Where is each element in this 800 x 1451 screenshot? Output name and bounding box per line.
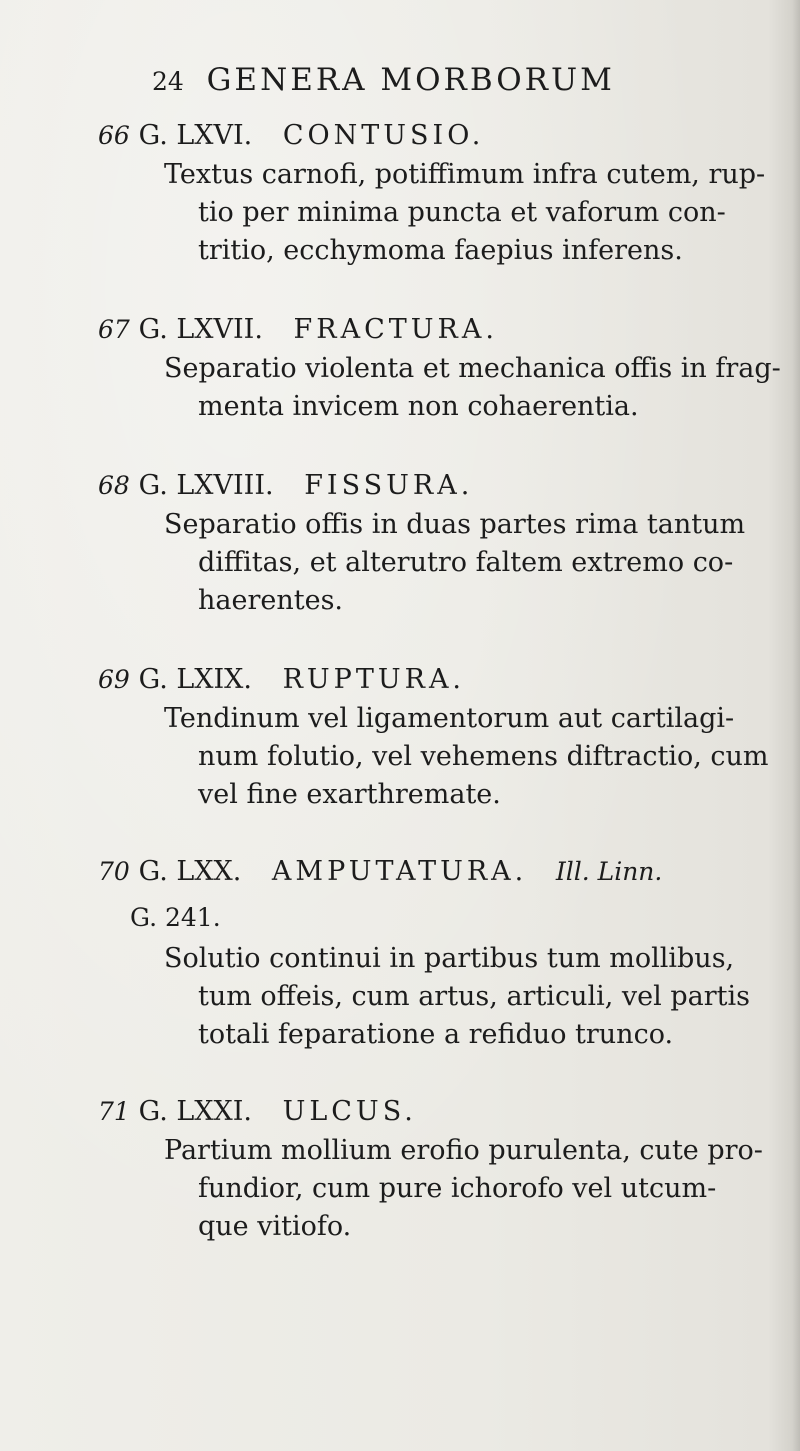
description-line: Separatio violenta et mechanica offis in frag- [164, 353, 781, 384]
genus-description [164, 700, 784, 814]
genus-code: G. LXX. [138, 856, 242, 887]
running-head [152, 62, 615, 98]
description-line: Solutio continui in partibus tum mollibus, [164, 943, 735, 974]
genus-heading [98, 310, 750, 350]
page-title: GENERA MORBORUM [206, 62, 615, 98]
genus-name: CONTUSIO. [282, 120, 485, 151]
page-number: 24 [152, 67, 184, 96]
genus-heading [98, 466, 750, 506]
description-line: Separatio offis in duas partes rima tantum [164, 509, 746, 540]
genus-name: ULCUS. [282, 1096, 417, 1127]
description-line: haerentes. [198, 585, 344, 616]
entry-number: 70 [98, 857, 130, 886]
description-line: totali feparatione a refiduo trunco. [198, 1019, 674, 1050]
genus-entry-71 [98, 1092, 763, 1246]
genus-description [164, 506, 784, 620]
genus-heading [98, 1092, 750, 1132]
entry-number: 71 [98, 1097, 130, 1126]
genus-code: G. LXXI. [138, 1096, 252, 1127]
genus-description [164, 940, 784, 1054]
description-line: que vitiofo. [198, 1211, 352, 1242]
genus-name: RUPTURA. [282, 664, 466, 695]
genus-code: G. LXVI. [138, 120, 253, 151]
genus-code: G. LXVII. [138, 314, 263, 345]
description-line: vel fine exarthremate. [198, 779, 501, 810]
description-line: menta invicem non cohaerentia. [198, 391, 639, 422]
genus-entry-70 [98, 852, 750, 1054]
genus-entry-66 [98, 116, 766, 270]
genus-entry-68 [98, 466, 750, 620]
description-line: fundior, cum pure ichorofo vel utcum- [198, 1173, 717, 1204]
entry-number: 67 [98, 315, 130, 344]
entry-number: 68 [98, 471, 130, 500]
genus-heading [98, 116, 750, 156]
genus-description [164, 350, 784, 426]
genus-description [164, 156, 784, 270]
description-line: diffitas, et alterutro faltem extremo co- [198, 547, 734, 578]
description-line: tritio, ecchymoma faepius inferens. [198, 235, 683, 266]
reference-citation: Ill. Linn. [555, 857, 663, 886]
genus-heading [98, 852, 750, 938]
entry-number: 66 [98, 121, 130, 150]
genus-entry-69 [98, 660, 769, 814]
description-line: Partium mollium erofio purulenta, cute pro- [164, 1135, 763, 1166]
genus-name: FRACTURA. [293, 314, 498, 345]
description-line: Tendinum vel ligamentorum aut cartilagi- [164, 703, 735, 734]
genus-heading [98, 660, 750, 700]
genus-code: G. LXIX. [138, 664, 252, 695]
page-edge-shadow [792, 0, 800, 1451]
genus-code: G. LXVIII. [138, 470, 274, 501]
description-line: Textus carnofi, potiffimum infra cutem, rup- [164, 159, 766, 190]
description-line: num folutio, vel vehemens diftractio, cum [198, 741, 769, 772]
description-line: tum offeis, cum artus, articuli, vel partis [198, 981, 750, 1012]
description-line: tio per minima puncta et vaforum con- [198, 197, 726, 228]
genus-name: FISSURA. [304, 470, 474, 501]
entry-number: 69 [98, 665, 130, 694]
genus-entry-67 [98, 310, 781, 426]
genus-description [164, 1132, 784, 1246]
genus-name: AMPUTATURA. [271, 856, 528, 887]
reference-genus-number: G. 241. [130, 903, 221, 932]
